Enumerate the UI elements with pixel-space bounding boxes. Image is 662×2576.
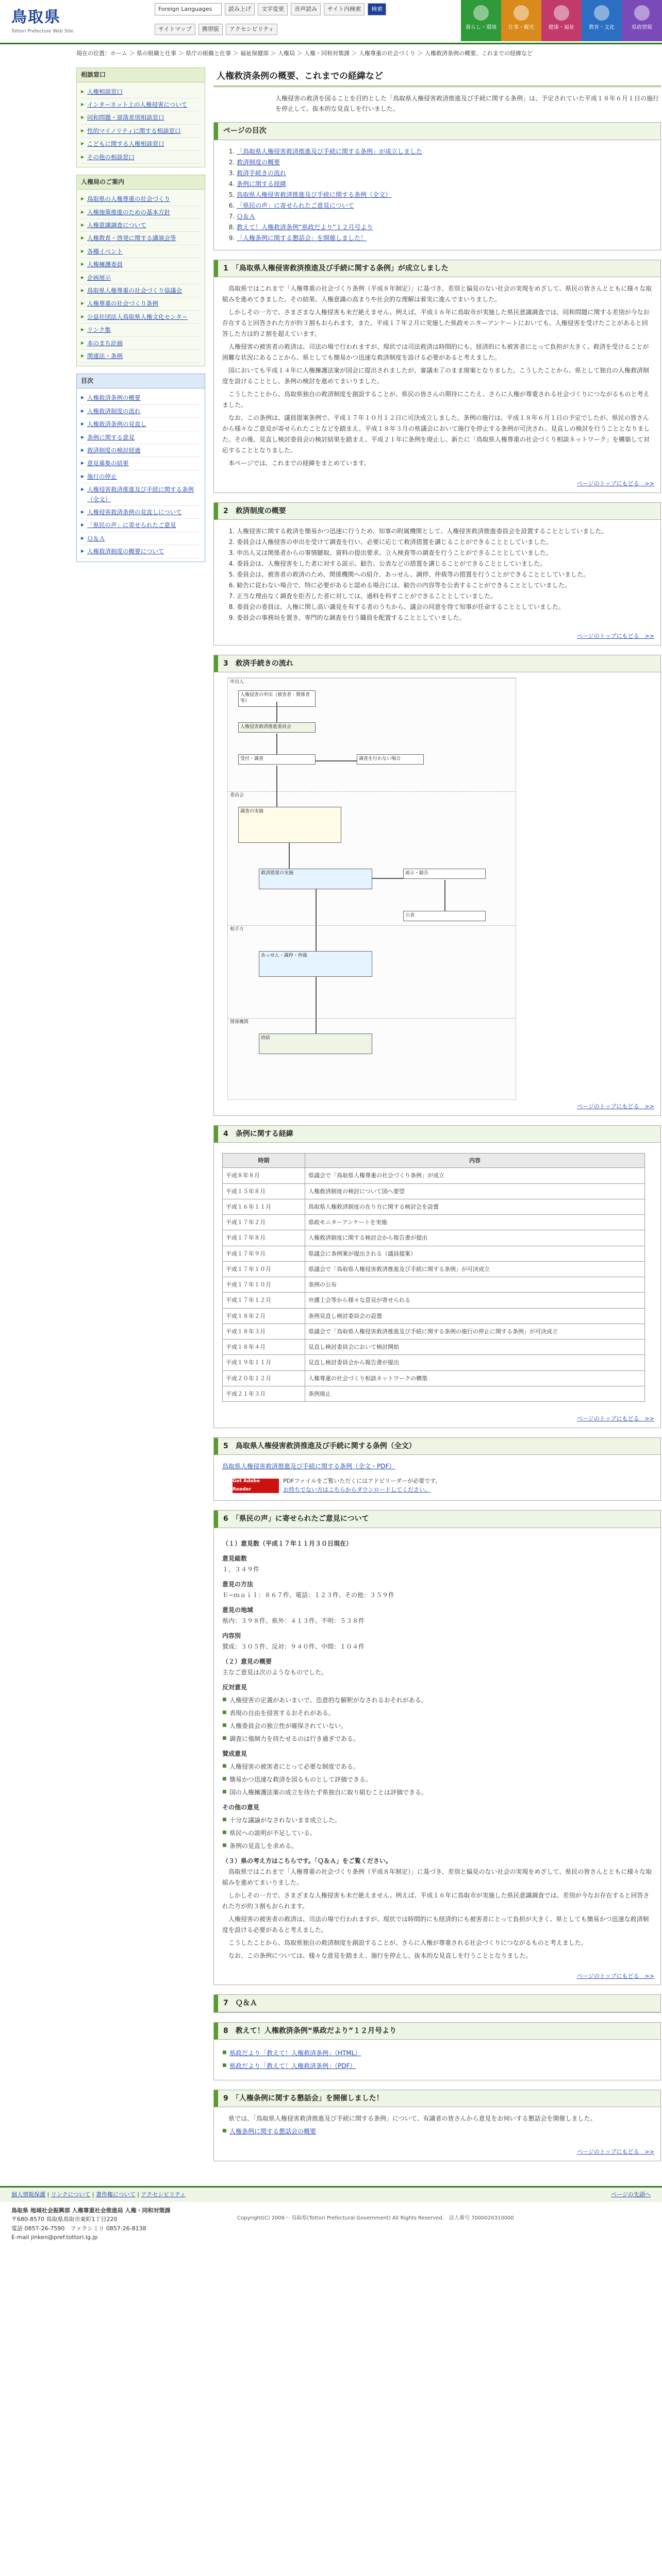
toc-item[interactable]: 1. 「鳥取県人権侵害救済推進及び手続に関する条例」が成立しました [237,146,652,157]
table-row: 平成１６年１１月 鳥取県人権救済制度の在り方に関する検討会を設置 [223,1199,645,1214]
list-item: ■ 国の人権擁護法案の成立を待たず県独自に取り組むことは評価できる。 [222,1787,652,1798]
section-1 [213,260,661,493]
subheading: （３）県の考え方はこちらです。「Ｑ＆Ａ」をご覧ください。 [222,1857,392,1865]
flow-box: 調査を行わない場合 [357,754,424,765]
sidebar-toc-link[interactable]: ▶ 意見募集の結果 [81,457,201,470]
sidebar-link[interactable]: ▶ 人権意識調査について [81,219,201,232]
flow-box: 人権侵害救済推進委員会 [238,722,316,733]
flow-connector [444,880,445,911]
flow-box: 説示・勧告 [403,869,486,879]
list-item: ■ 県民への説明が不足している。 [222,1828,652,1839]
page-top-link[interactable]: ページの先頭へ [611,2191,651,2198]
sidebar-link[interactable]: ▶ 人権尊重の社会づくり条例 [81,297,201,310]
sidebar-link[interactable]: ▶ 本のまち計画 [81,337,201,350]
sidebar-toc-link[interactable]: ▶ 人権救済制度の概要について [81,545,201,558]
history-table [222,1153,645,1402]
gnav-work[interactable]: 仕事・観光 [501,0,541,41]
section-heading: 4 条例に関する経緯 [214,1126,660,1143]
section-heading: 7 Ｑ＆Ａ [214,1995,660,2012]
text-change-button[interactable]: 文字変更 [258,3,288,15]
table-row: 平成１５年８月 人権救済制度の検討について国へ要望 [223,1183,645,1199]
list-item: 5. 委員会は、被害者の救済のため、関係機関への紹介、あっせん、調停、仲裁等の措置を行うことができることとしていました。 [237,569,652,580]
sidebar-link[interactable]: ▶ 同和問題・部落差別相談窓口 [81,111,201,124]
table-row: 平成１８年４月 見直し検討委員会において検討開始 [223,1340,645,1355]
intro-text: 人権侵害の救済を図ることを目的とした「鳥取県人権侵害救済推進及び手続に関する条例」は、予定されていた平成１８年６月１日の施行を停止して、抜本的な見直しを行いました。 [275,94,659,113]
sidebar-guide-box [76,175,205,366]
table-row: 平成１７年８月 人権救済制度に関する検討会から報告書が提出 [223,1230,645,1246]
paragraph: 国においても平成１４年に人権擁護法案が国会に提出されましたが、審議未了のまま廃案となりました。こうしたことから、県として独自の人権救済制度を設けることとし、条例の検討を進めてまいりました。 [222,367,650,385]
label: 意見総数 [222,1554,247,1562]
list-item: ■ 人権侵害の被害者にとって必要な制度である。 [222,1761,652,1772]
table-row: 平成１７年２月 県政モニターアンケートを実施 [223,1215,645,1230]
list-item: ■ 調査に強制力を持たせるのは行き過ぎである。 [222,1734,652,1744]
section-2 [213,502,661,646]
table-row: 平成１９年１１月 見直し検討委員会から報告書が提出 [223,1355,645,1370]
paragraph: 鳥取県ではこれまで「人権尊重の社会づくり条例（平成８年制定）」に基づき、差別と偏見のない社会の実現をめざして、県民の皆さんとともに様々な取組みを進めてまいりました。 [222,1868,652,1886]
sidebar-toc-link[interactable]: ▶ 人権侵害救済条例の見直しについて [81,506,201,519]
back-to-top-link[interactable]: ページのトップにもどる >> [577,633,654,640]
section-9 [213,2090,661,2161]
gnav-government[interactable]: 県政情報 [622,0,662,41]
sidebar-link[interactable]: ▶ 関連法・条例 [81,350,201,363]
lane-label: 相手方 [228,925,516,933]
ordinance-pdf-link[interactable]: 鳥取県人権侵害救済推進及び手続に関する条例（全文・PDF） [222,1463,395,1470]
flow-box: 公表 [403,911,486,921]
section-heading: 9 「人権条例に関する懇話会」を開催しました！ [214,2090,660,2107]
section-3 [213,655,661,1116]
list-item: ■ 人権侵害の定義があいまいで、恣意的な解釈がなされるおそれがある。 [222,1695,652,1706]
kenseidayori-pdf-link[interactable]: ■ 県政だより「教えて！人権救済条例」（PDF） [222,2061,652,2072]
sidebar-link[interactable]: ▶ こどもに関する人権相談窓口 [81,138,201,150]
label: 意見の地域 [222,1606,254,1614]
toc-item[interactable]: 4. 条例に関する経緯 [237,179,652,190]
back-to-top-link[interactable]: ページのトップにもどる >> [577,2148,654,2156]
toc-item[interactable]: 8. 教えて！人権救済条例“県政だより”１２月号より [237,222,652,233]
section-heading: 3 救済手続きの流れ [214,655,660,672]
footer-link-accessibility[interactable]: アクセシビリティ [141,2191,186,2198]
sidebar-consult-box [76,67,205,168]
value: １，３４９件 [222,1565,260,1573]
toc-item[interactable]: 6. 「県民の声」に寄せられたご意見について [237,200,652,211]
sidebar-toc-link[interactable]: ▶ 「県民の声」に寄せられたご意見 [81,519,201,532]
table-row: 平成１７年１０月 県議会で「鳥取県人権侵害救済推進及び手続に関する条例」が可決成立 [223,1261,645,1277]
paragraph: しかしその一方で、さまざまな人権侵害も未だ絶えません。例えば、平成１６年に鳥取市が実施した県民意識調査では、同和問題に関する差別が今なお存在すると回答された方が約３割もおられます。また、平成１７年２月に実施した県政モニターアンケートにおいても、人権侵害を受けたことがあると回答した方は約２割を超えています。 [222,309,650,338]
copyright: Copyright(C) 2006〜 鳥取県(Tottori Prefectural Government) All Rights Reserved. [237,2215,444,2221]
sidebar-link[interactable]: ▶ 性的マイノリティに関する相談窓口 [81,125,201,138]
konwakai-link[interactable]: ■ 人権条例に関する懇話会の概要 [222,2126,652,2137]
sidebar-toc-link[interactable]: ▶ 救済制度の検討経過 [81,444,201,457]
flow-connector [316,760,357,761]
flow-box: あっせん・調停・仲裁 [259,951,372,977]
audio-button[interactable]: 音声読み [291,3,321,15]
value: 主なご意見は次のようなものでした。 [222,1668,328,1676]
flow-connector [276,766,277,807]
label: 意見の方法 [222,1580,254,1588]
table-header: 時期 [223,1154,305,1168]
flow-connector [276,702,277,722]
section-8 [213,2022,661,2080]
paragraph: こうしたことから、鳥取県独自の救済制度を創設することが、県民の皆さんの期待にこたえ、さらに人権が尊重される社会づくりにつながるものと考えました。 [222,391,650,409]
sidebar-link[interactable]: ▶ 人権相談窓口 [81,86,201,98]
gnav-education[interactable]: 教育・文化 [582,0,622,41]
section-heading: 1 「鳥取県人権侵害救済推進及び手続に関する条例」が成立しました [214,260,660,277]
section-7 [213,1994,661,2012]
sidebar-toc-link[interactable]: ▶ 施行の停止 [81,470,201,483]
flow-box: 調査の実施 [238,807,341,843]
value: Ｅ−ｍａｉｌ：８６７件、電話：１２３件、その他：３５９件 [222,1591,395,1599]
subheading: （２）意見の概要 [222,1657,272,1665]
sidebar-toc-link[interactable]: ▶ 条例に関する意見 [81,431,201,444]
flow-connector [276,734,277,754]
lane-label: 関係機関 [228,1018,516,1026]
table-row: 平成１７年１０月 条例の公布 [223,1277,645,1293]
footer-tel: 電話 0857-26-7590 ファクシミリ 0857-26-8138 [11,2225,146,2232]
sidebar-box-title: 目次 [77,374,205,388]
flow-connector [316,889,317,951]
sidebar-box-title: 人権局のご案内 [77,175,205,190]
section-heading: ページの目次 [214,123,660,140]
section-4 [213,1125,661,1428]
flow-connector [289,843,290,869]
list-item: ■ 人権委員会の独立性が確保されていない。 [222,1721,652,1732]
back-to-top-link[interactable]: ページのトップにもどる >> [577,1972,654,1979]
kenseidayori-html-link[interactable]: ■ 県政だより「教えて！人権救済条例」（HTML） [222,2048,652,2059]
site-logo[interactable]: 鳥取県 Tottori Prefecture Web Site [11,8,73,34]
flow-box: 受付・調査 [238,754,316,765]
voice-button[interactable]: 読み上げ [225,3,255,15]
list-item: ■ 簡易かつ迅速な救済を図るものとして評価できる。 [222,1774,652,1785]
value: 賛成：３０５件、反対：９４０件、中間：１０４件 [222,1642,365,1650]
paragraph: なお、この条例については、様々な意見を踏まえ、施行を停止し、抜本的な見直しを行うこととなりました。 [228,1952,532,1959]
table-row: 平成１８年２月 条例見直し検討委員会の設置 [223,1308,645,1324]
table-row: 平成２１年３月 条例廃止 [223,1386,645,1401]
footer-link-links[interactable]: リンクについて [51,2191,91,2198]
toc-item[interactable]: 2. 救済制度の概要 [237,157,652,168]
sitemap-link[interactable]: サイトマップ [155,24,195,35]
section-heading: 2 救済制度の概要 [214,503,660,520]
value: 県内：３９８件、県外：４１３件、不明：５３８件 [222,1617,365,1624]
paragraph: 本ページでは、これまでの経緯をまとめています。 [228,460,370,467]
label: その他の意見 [222,1803,260,1811]
back-to-top-link[interactable]: ページのトップにもどる >> [577,1415,654,1422]
footer-link-copyright[interactable]: 著作権について [95,2191,136,2198]
gnav-health[interactable]: 健康・福祉 [541,0,582,41]
paragraph: しかしその一方で、さまざまな人権侵害も未だ絶えません。例えば、平成１６年に鳥取市が実施した県民意識調査では、差別が今なお存在すると回答された方が約３割もおられます。 [222,1891,650,1910]
list-item: 3. 申出人又は関係者からの事情聴取、資料の提出要求、立入検査等の調査を行うことができることとしていました。 [237,548,652,558]
flow-box: 救済措置の実施 [259,869,372,889]
footer-link-privacy[interactable]: 個人情報保護 [11,2191,45,2198]
subheading: （１）意見数（平成１７年１１月３０日現在） [222,1539,353,1547]
list-item: 2. 委員会は人権侵害の申出を受けて調査を行い、必要に応じて救済措置を講じることができることとしていました。 [237,537,652,548]
sidebar-link[interactable]: ▶ 人権擁護委員 [81,258,201,271]
back-to-top-link[interactable]: ページのトップにもどる >> [577,480,654,487]
section-5 [213,1437,661,1501]
flow-box: 終結 [259,1033,372,1054]
corporate-number: 法人番号 7000020310000 [449,2215,514,2221]
table-row: 平成１７年１２月 弁護士会等から様々な意見が寄せられる [223,1293,645,1308]
breadcrumb[interactable]: 現在の位置：ホーム ＞ 県の組織と仕事 ＞ 県庁の組織と仕事 ＞ 福祉保健部 ＞ 人権局 ＞ 人権・同和対策課 ＞ 人権尊重の社会づくり ＞ 人権救済条例の概要、これまでの経緯など [76,50,533,57]
label: 賛成意見 [222,1750,247,1757]
table-row: 平成８年８月 県議会で「鳥取県人権尊重の社会づくり条例」が成立 [223,1168,645,1183]
label: 反対意見 [222,1683,247,1691]
table-row: 平成１８年３月 県議会で「鳥取県人権侵害救済推進及び手続に関する条例の施行の停止に関する条例」が可決成立 [223,1324,645,1339]
pdf-download-link[interactable]: お持ちでない方はこちらからダウンロードしてください。 [283,1486,431,1493]
paragraph: 人権侵害の被害者の救済は、司法の場で行われますが、現状では時間的にも経済的にも被害者にとって負担が大きく、県としても簡易かつ迅速な救済制度を設ける必要があると考えました。 [222,1915,649,1934]
flow-diagram [227,677,516,1100]
section-6 [213,1510,661,1985]
list-item: ■ 十分な議論がなされないまま成立した。 [222,1815,652,1826]
table-header: 内容 [305,1154,645,1168]
flow-box: 人権侵害の申出（被害者・関係者等） [238,690,316,706]
adobe-reader-button[interactable]: Get Adobe Reader [233,1479,279,1493]
table-row: 平成１７年９月 県議会に条例案が提出される（議員提案） [223,1246,645,1261]
sidebar-toc-link[interactable]: ▶ 人権救済条例の見直し [81,418,201,431]
lane-label: 申出人 [228,678,516,686]
list-item: ■ 条例の見直しを求める。 [222,1841,652,1852]
paragraph: こうしたことから、鳥取県独自の救済制度を創設することが、さらに人権が尊重される社会づくりにつながるものと考えました。 [228,1939,587,1946]
accessibility-link[interactable]: アクセシビリティ [226,24,278,35]
pdf-note: PDFファイルをご覧いただくにはアドビリーダーが必要です。 [283,1478,441,1485]
sidebar-link[interactable]: ▶ 各種イベント [81,245,201,258]
sidebar-link[interactable]: ▶ 鳥取県人権尊重の社会づくり協議会 [81,284,201,297]
footer-address: 〒680-8570 鳥取県鳥取市東町1丁目220 [11,2216,118,2223]
list-item: 6. 勧告に従わない場合で、特に必要があると認める場合には、勧告の内容等を公表することができることとしていました。 [237,580,652,591]
language-select[interactable]: Foreign Languages [155,3,222,15]
sidebar-toc-link[interactable]: ▶ 人権侵害救済推進及び手続に関する条例（全文） [81,483,201,506]
mobile-link[interactable]: 携帯版 [198,24,223,35]
paragraph: 鳥取県ではこれまで「人権尊重の社会づくり条例（平成８年制定）」に基づき、差別と偏見のない社会の実現をめざして、県民の皆さんとともに様々な取組みを進めてきました。その結果、人権意識の高まりや社会的な理解は着実に進んでまいりました。 [222,285,652,303]
footer-mail[interactable]: E-mail jinken@pref.tottori.lg.jp [11,2234,98,2241]
sidebar-link[interactable]: ▶ 鳥取県の人権尊重の社会づくり [81,193,201,206]
gnav-life[interactable]: 暮らし・環境 [461,0,501,41]
sidebar [76,67,205,2171]
back-to-top-link[interactable]: ページのトップにもどる >> [577,1103,654,1110]
list-item: 1. 人権侵害に関する救済を簡易かつ迅速に行うため、知事の附属機関として、人権侵害救済推進委員会を設置することとしていました。 [237,526,652,537]
paragraph: 県では、「鳥取県人権侵害救済推進及び手続に関する条例」について、有識者の皆さんから意見をお伺いする懇話会を開催しました。 [228,2115,597,2123]
page-title: 人権救済条例の概要、これまでの経緯など [213,67,661,87]
list-item: 7. 正当な理由なく調査を拒否した者に対しては、過料を科すことができることとしていました。 [237,591,652,602]
paragraph: なお、この条例は、議員提案条例で、平成１７年１０月１２日に可決成立しました。条例の施行は、平成１８年６月１日の予定でしたが、県民の皆さんから様々なご意見が寄せられたことなどを踏まえ、平成１８年３月の県議会において施行を停止する条例が可決され、見直しの検討を行うこととなりました。その後、見直し検討委員会の検討結果を踏まえ、平成２１年に条例を廃止し、新たに「鳥取県人権尊重の社会づくり相談ネットワーク」を構築して対応することとなりました。 [222,414,650,454]
list-item: 9. 委員会の事務局を置き、専門的な調査を行う職員を配置することとしていました。 [237,613,652,623]
toc-section [213,122,661,250]
list-item: 4. 委員会は、人権侵害をした者に対する説示、勧告、公表などの措置を講じることができることとしていました。 [237,558,652,569]
lane-label: 委員会 [228,791,516,799]
sidebar-link[interactable]: ▶ 企画展示 [81,272,201,284]
sidebar-link[interactable]: ▶ 人権施策推進のための基本方針 [81,206,201,219]
global-nav [461,0,662,41]
sidebar-toc-box [76,374,205,562]
paragraph: 人権侵害の被害者の救済は、司法の場で行われますが、現状では司法救済は時間的にも、経済的にも被害者にとって負担が大きく、救済を受けることが困難な状況にあることから、県としても簡易かつ迅速な救済制度を設ける必要があると考えました。 [222,343,649,362]
sidebar-link[interactable]: ▶ 公益社団法人鳥取県人権文化センター [81,311,201,324]
sidebar-link[interactable]: ▶ 人権教育・啓発に関する講演会等 [81,232,201,245]
sidebar-toc-link[interactable]: ▶ 人権救済条例の概要 [81,392,201,404]
flow-connector [316,977,317,1033]
label: 内容別 [222,1632,241,1639]
list-item: 8. 委員会の委員は、人権に関し高い識見を有する者のうちから、議会の同意を得て知事が任命することとしていました。 [237,602,652,613]
flow-connector [372,878,403,879]
sidebar-toc-link[interactable]: ▶ 人権救済制度の流れ [81,405,201,418]
site-footer: 個人情報保護 | リンクについて | 著作権について | アクセシビリティ ページの先頭へ 鳥取県 地域社会振興部 人権尊重社会推進局 人権・同和対策課 〒680-8570 鳥取県鳥取市東町1丁目220 電話 0857-26-7590 ファクシミリ 0857-26-8138 E-mail jinken@pref.tottori.lg.jp Copyright(C) 2006〜 鳥取県(Tottori Prefectural Government) All Rights Reserved. 法人番号 7000020310000 [0,2186,662,2246]
table-row: 平成２０年１２月 人権尊重の社会づくり相談ネットワークの構築 [223,1370,645,1386]
sidebar-link[interactable]: ▶ インターネット上の人権侵害について [81,98,201,111]
search-button[interactable]: 検索 [368,3,386,15]
toc-item[interactable]: 9. 「人権条例に関する懇話会」を開催しました！ [237,233,652,244]
toc-item[interactable]: 5. 鳥取県人権侵害救済推進及び手続に関する条例（全文） [237,190,652,200]
footer-org: 鳥取県 地域社会振興部 人権尊重社会推進局 人権・同和対策課 [11,2207,171,2214]
sidebar-link[interactable]: ▶ その他の相談窓口 [81,151,201,164]
section-heading: 6 「県民の声」に寄せられたご意見について [214,1511,660,1528]
main-content [213,67,661,2171]
list-item: ■ 表現の自由を侵害するおそれがある。 [222,1708,652,1719]
sidebar-box-title: 相談窓口 [77,68,205,82]
site-header [0,0,662,44]
toc-item[interactable]: 3. 救済手続きの流れ [237,168,652,179]
sidebar-toc-link[interactable]: ▶ Ｑ＆Ａ [81,532,201,545]
sidebar-link[interactable]: ▶ リンク集 [81,324,201,336]
toc-item[interactable]: 7. Ｑ＆Ａ [237,211,652,222]
section-heading: 5 鳥取県人権侵害救済推進及び手続に関する条例（全文） [214,1438,660,1455]
search-label: サイト内検索 [324,3,365,15]
section-heading: 8 教えて！人権救済条例“県政だより”１２月号より [214,2023,660,2040]
